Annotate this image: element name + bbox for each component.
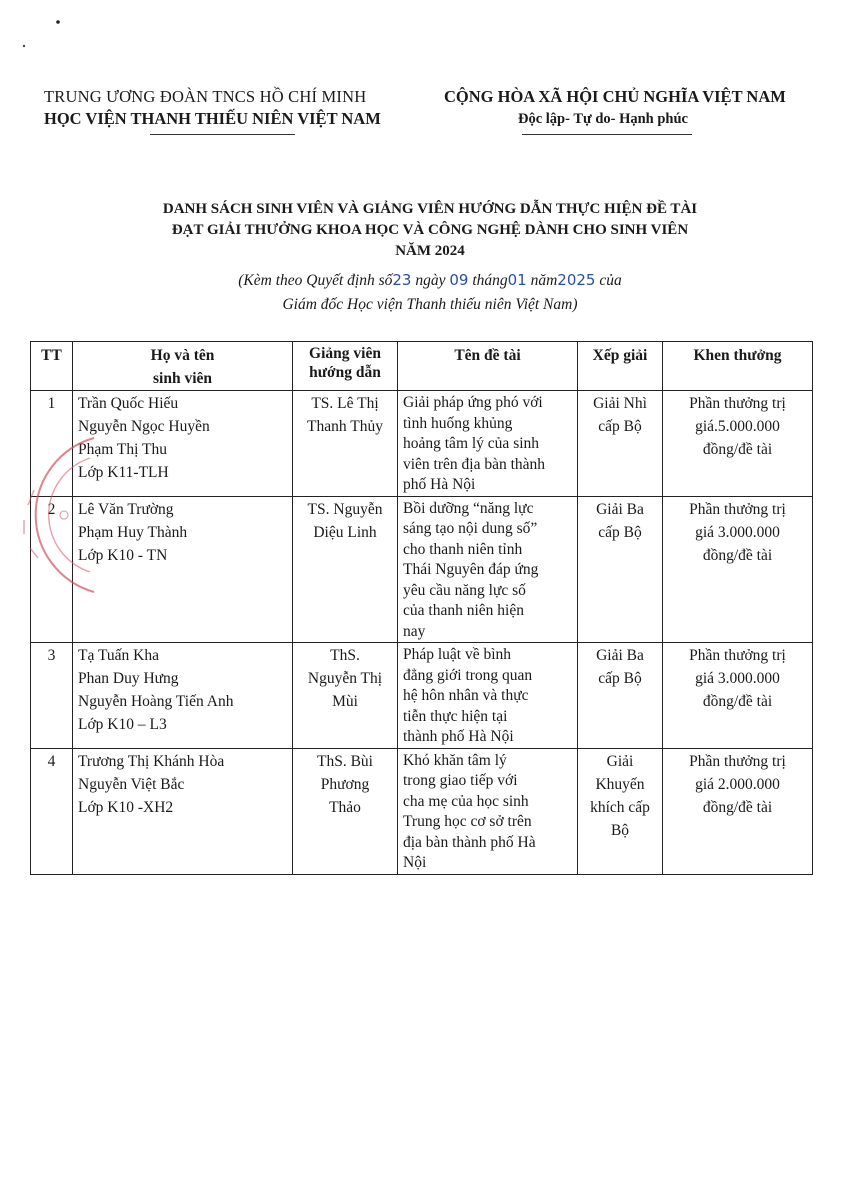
cell-reward-line: đồng/đề tài (702, 441, 773, 458)
cell-tt: 3 (31, 643, 73, 749)
cell-rank-line: cấp Bộ (598, 523, 642, 541)
cell-topic-line: thành phố Hà Nội (403, 728, 514, 745)
cell-students-line: Trần Quốc Hiếu (78, 395, 179, 412)
cell-students (73, 748, 293, 874)
nation-name: CỘNG HÒA XÃ HỘI CHỦ NGHĨA VIỆT NAM (444, 87, 786, 106)
cell-advisor (293, 748, 398, 874)
cell-reward-line: đồng/đề tài (702, 798, 773, 816)
scan-specks (0, 0, 847, 80)
cell-rank (578, 391, 663, 497)
cell-reward-line: giá 2.000.000 (695, 775, 780, 793)
cell-rank-line: Bộ (610, 821, 630, 839)
document-reference (60, 268, 800, 317)
cell-reward-line: Phần thưởng trị (689, 395, 786, 412)
table-header-row (31, 342, 813, 391)
cell-topic-line: địa bàn thành phố Hà (403, 833, 536, 851)
table-row (31, 391, 813, 497)
cell-advisor-line: ThS. (330, 647, 360, 664)
title-line-3: NĂM 2024 (395, 243, 465, 259)
org-underline (150, 134, 295, 135)
cell-topic-line: hoảng tâm lý của sinh (403, 435, 540, 452)
cell-topic-line: Khó khăn tâm lý (403, 751, 507, 769)
cell-students (73, 391, 293, 497)
cell-rank-line: cấp Bộ (598, 670, 642, 687)
cell-advisor-line: TS. Nguyễn (307, 500, 383, 518)
cell-students-line: Lớp K10 -XH2 (78, 798, 174, 816)
table-body (31, 391, 813, 875)
reference-line-2: Giám đốc Học viện Thanh thiếu niên Việt Nam) (282, 296, 578, 313)
cell-tt: 2 (31, 496, 73, 643)
cell-rank-line: Giải Ba (596, 647, 644, 664)
cell-topic-line: tình huống khủng (403, 414, 513, 432)
cell-rank-line: Giải Ba (596, 500, 644, 518)
cell-topic-line: Thái Nguyên đáp ứng (403, 561, 539, 578)
cell-students-line: Tạ Tuấn Kha (78, 647, 159, 664)
org-name: HỌC VIỆN THANH THIẾU NIÊN VIỆT NAM (44, 109, 381, 128)
cell-reward-line: Phần thưởng trị (689, 647, 786, 664)
cell-reward-line: Phần thưởng trị (689, 752, 786, 770)
cell-topic-line: hệ hôn nhân và thực (403, 687, 529, 704)
cell-students-line: Nguyễn Hoàng Tiến Anh (78, 693, 234, 710)
cell-advisor (293, 643, 398, 749)
cell-reward (663, 391, 813, 497)
title-line-2: ĐẠT GIẢI THƯỞNG KHOA HỌC VÀ CÔNG NGHỆ DÀNH CHO SINH VIÊN (171, 222, 689, 238)
cell-advisor-line: TS. Lê Thị (311, 395, 379, 412)
cell-rank-line: cấp Bộ (598, 418, 642, 435)
header-text: hướng dẫn (309, 364, 381, 381)
cell-advisor-line: Mùi (332, 693, 358, 710)
award-table (30, 341, 813, 875)
cell-topic-line: cho thanh niên tỉnh (403, 540, 523, 558)
cell-topic-line: nay (403, 622, 426, 640)
cell-topic-line: đẳng giới trong quan (403, 666, 533, 684)
cell-rank (578, 643, 663, 749)
title-line-1: DANH SÁCH SINH VIÊN VÀ GIẢNG VIÊN HƯỚNG DẪN THỰC HIỆN ĐỀ TÀI (162, 201, 698, 217)
cell-students-line: Phạm Thị Thu (78, 441, 167, 458)
header-text: sinh viên (152, 370, 212, 387)
reference-text: năm (530, 272, 558, 289)
cell-topic (398, 748, 578, 874)
cell-reward-line: Phần thưởng trị (689, 500, 786, 518)
cell-students-line: Nguyễn Ngọc Huyền (78, 418, 210, 435)
cell-students-line: Phan Duy Hưng (78, 670, 179, 687)
cell-reward-line: đồng/đề tài (702, 546, 773, 564)
header-rank: Xếp giải (578, 342, 663, 391)
reference-line-1 (60, 268, 800, 293)
cell-reward-line: giá 3.000.000 (695, 523, 780, 541)
header-organization (44, 86, 429, 130)
cell-topic-line: cha mẹ của học sinh (403, 792, 529, 810)
header-advisor (293, 342, 398, 391)
org-parent: TRUNG ƯƠNG ĐOÀN TNCS HỒ CHÍ MINH (44, 87, 367, 106)
header-text: Giảng viên (309, 345, 381, 362)
cell-topic-line: Giải pháp ứng phó với (403, 394, 543, 411)
reference-text: tháng (472, 272, 508, 289)
cell-students (73, 643, 293, 749)
reference-text: của (599, 272, 622, 289)
cell-advisor-line: Nguyễn Thị (307, 670, 383, 687)
cell-advisor (293, 496, 398, 643)
cell-rank-line: Giải Nhì (593, 395, 647, 412)
cell-tt: 4 (31, 748, 73, 874)
cell-topic-line: trong giao tiếp với (403, 772, 518, 789)
header-nation (440, 86, 847, 130)
cell-reward (663, 496, 813, 643)
header-tt: TT (31, 342, 73, 391)
cell-rank-line: Giải (606, 752, 634, 770)
decision-year: 2025 (557, 271, 596, 289)
cell-reward-line: giá.5.000.000 (695, 418, 780, 435)
header-reward: Khen thưởng (663, 342, 813, 391)
header-topic: Tên đề tài (398, 342, 578, 391)
cell-topic-line: Bồi dưỡng “năng lực (403, 499, 534, 517)
decision-month: 01 (507, 271, 527, 289)
cell-students-line: Lớp K10 – L3 (78, 716, 167, 733)
cell-tt: 1 (31, 391, 73, 497)
cell-reward (663, 748, 813, 874)
table-row (31, 643, 813, 749)
cell-students-line: Trương Thị Khánh Hòa (78, 752, 225, 770)
motto-underline (522, 134, 692, 135)
header-text: Họ và tên (150, 347, 215, 364)
cell-students-line: Lớp K10 - TN (78, 546, 168, 564)
cell-topic-line: của thanh niên hiện (403, 602, 524, 619)
cell-advisor-line: Thảo (329, 798, 361, 816)
cell-advisor-line: ThS. Bùi (317, 752, 373, 770)
cell-topic-line: viên trên địa bàn thành (403, 455, 546, 473)
cell-topic-line: phố Hà Nội (403, 476, 476, 493)
cell-students (73, 496, 293, 643)
cell-advisor-line: Diệu Linh (313, 523, 377, 541)
document-title (60, 199, 800, 262)
cell-advisor-line: Thanh Thủy (307, 418, 383, 435)
reference-text: ngày (415, 272, 446, 289)
header-student-name (73, 342, 293, 391)
cell-topic-line: sáng tạo nội dung số” (403, 520, 538, 537)
cell-rank-line: Khuyến (595, 775, 645, 793)
cell-students-line: Lớp K11-TLH (78, 464, 169, 481)
cell-topic-line: Trung học cơ sở trên (403, 813, 532, 830)
cell-reward-line: đồng/đề tài (702, 693, 773, 710)
table-row (31, 496, 813, 643)
cell-rank (578, 496, 663, 643)
cell-students-line: Nguyễn Việt Bắc (78, 775, 185, 793)
decision-number: 23 (392, 271, 412, 289)
table-row (31, 748, 813, 874)
cell-topic (398, 391, 578, 497)
reference-text: (Kèm theo Quyết định số (238, 272, 393, 289)
cell-reward (663, 643, 813, 749)
cell-topic (398, 643, 578, 749)
cell-topic-line: Pháp luật về bình (403, 646, 512, 663)
cell-advisor (293, 391, 398, 497)
cell-advisor-line: Phương (320, 775, 370, 793)
decision-day: 09 (449, 271, 469, 289)
cell-reward-line: giá 3.000.000 (695, 670, 780, 687)
cell-rank (578, 748, 663, 874)
cell-rank-line: khích cấp (590, 798, 650, 816)
cell-topic (398, 496, 578, 643)
national-motto: Độc lập- Tự do- Hạnh phúc (518, 111, 688, 127)
cell-students-line: Lê Văn Trường (78, 500, 174, 518)
cell-topic-line: Nội (403, 854, 427, 871)
cell-topic-line: yêu cầu năng lực số (403, 581, 526, 599)
cell-topic-line: tiễn thực hiện tại (403, 707, 508, 725)
cell-students-line: Phạm Huy Thành (78, 523, 188, 541)
